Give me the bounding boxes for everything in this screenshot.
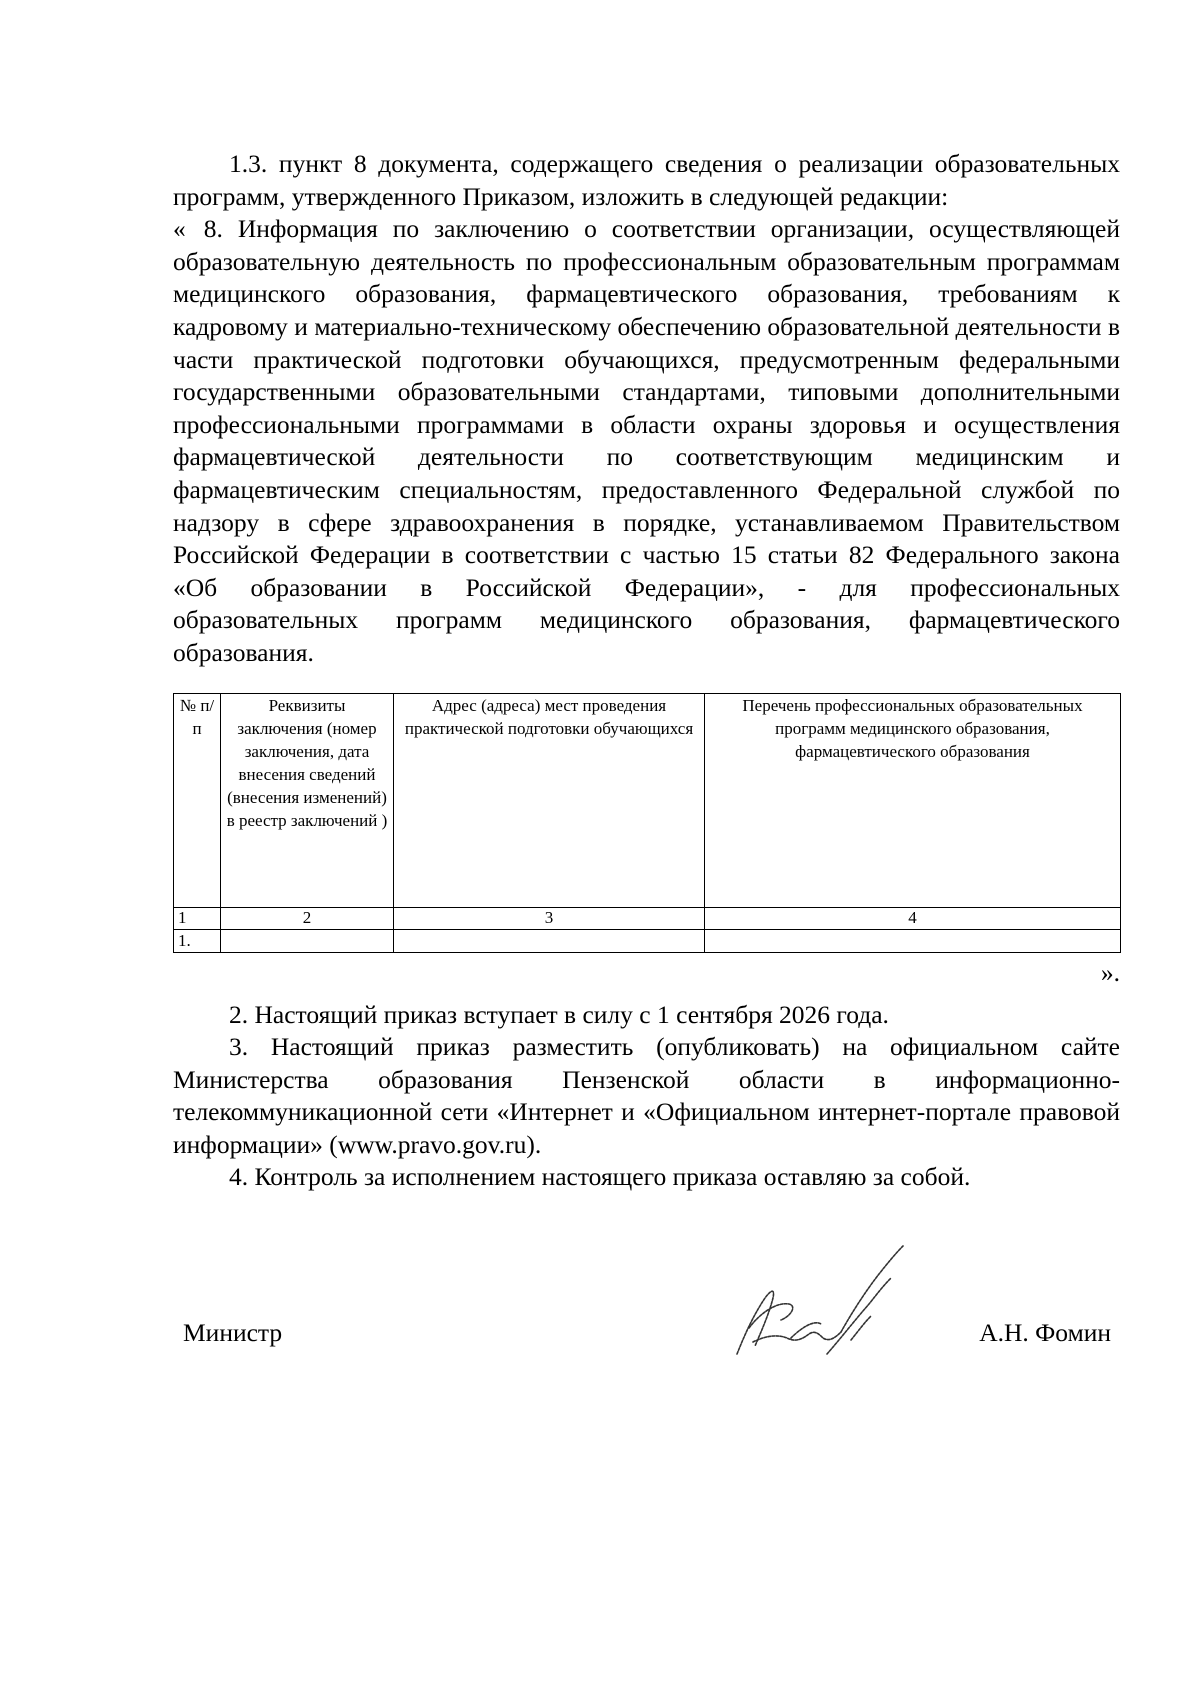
document-body bbox=[173, 148, 1120, 1194]
handwritten-signature bbox=[731, 1242, 911, 1362]
table-header-row bbox=[174, 693, 1121, 907]
clause-2: 2. Настоящий приказ вступает в силу с 1 сентября 2026 года. bbox=[229, 999, 889, 1029]
header-requisites: Реквизиты заключения (номер заключения, дата внесения сведений (внесения изменений) в реестр заключений ) bbox=[221, 693, 394, 907]
column-number-3: 3 bbox=[394, 907, 705, 929]
clause-8 bbox=[173, 213, 1120, 669]
table-cell bbox=[394, 929, 705, 952]
header-programs: Перечень профессиональных образовательных программ медицинского образования, фармацевтического образования bbox=[705, 693, 1121, 907]
signatory-position: Министр bbox=[183, 1318, 283, 1347]
header-address: Адрес (адреса) мест проведения практической подготовки обучающихся bbox=[394, 693, 705, 907]
header-number: № п/п bbox=[174, 693, 221, 907]
column-number-4: 4 bbox=[705, 907, 1121, 929]
column-number-1: 1 bbox=[174, 907, 221, 929]
table-cell bbox=[705, 929, 1121, 952]
close-quote: ». bbox=[1100, 957, 1120, 987]
column-number-2: 2 bbox=[221, 907, 394, 929]
table-column-numbers bbox=[174, 907, 1121, 929]
clause-4: 4. Контроль за исполнением настоящего приказа оставляю за собой. bbox=[229, 1162, 971, 1192]
open-quote: « bbox=[173, 214, 186, 244]
conclusion-table bbox=[173, 693, 1121, 953]
signature-block bbox=[183, 1300, 1111, 1380]
signatory-name: А.Н. Фомин bbox=[979, 1318, 1111, 1347]
clause-1-3: 1.3. пункт 8 документа, содержащего сведения о реализации образовательных программ, утвержденного Приказом, изложить в следующей редакции: bbox=[173, 149, 1120, 211]
clause-3: 3. Настоящий приказ разместить (опубликовать) на официальном сайте Министерства образования Пензенской области в информационно-телекоммуникационной сети «Интернет и «Официальном интернет-портале правовой информации» (www.pravo.gov.ru). bbox=[173, 1032, 1120, 1159]
table-cell bbox=[221, 929, 394, 952]
clause-8-text: 8. Информация по заключению о соответствии организации, осуществляющей образовательную деятельность по профессиональным образовательным программам медицинского образования, фармацевтического образования, требованиям к кадровому и материально-техническому обеспечению образовательной деятельности в части практической подготовки обучающихся, предусмотренным федеральными государственными образовательными стандартами, типовыми дополнительными профессиональными программами в области охраны здоровья и осуществления фармацевтической деятельности по соответствующим медицинским и фармацевтическим специальностям, предоставленного Федеральной службой по надзору в сфере здравоохранения в порядке, устанавливаемом Правительством Российской Федерации в соответствии с частью 15 статьи 82 Федерального закона «Об образовании в Российской Федерации», - для профессиональных образовательных программ медицинского образования, фармацевтического образования. bbox=[173, 214, 1120, 667]
table-row bbox=[174, 929, 1121, 952]
table-cell: 1. bbox=[174, 929, 221, 952]
